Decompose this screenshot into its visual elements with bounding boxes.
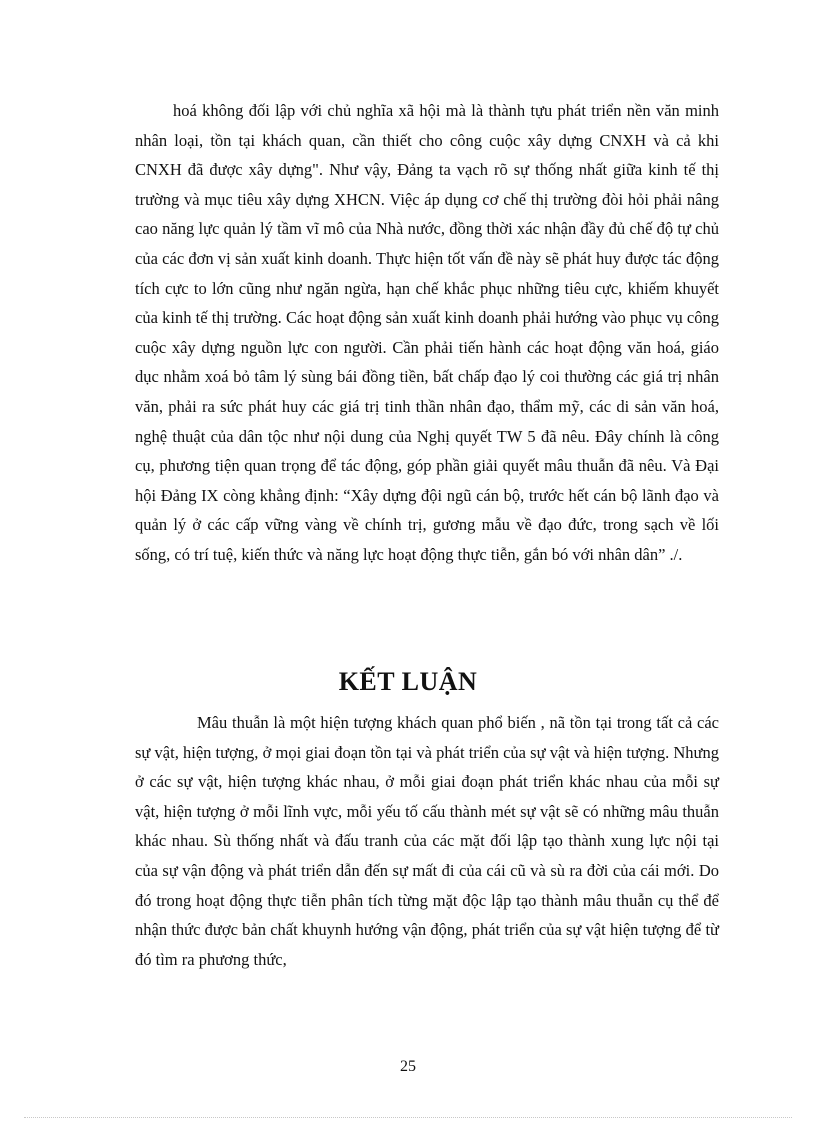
conclusion-paragraph bbox=[135, 708, 719, 974]
body-paragraph bbox=[135, 96, 719, 570]
paragraph-text: hoá không đối lập với chủ nghĩa xã hội mà là thành tựu phát triển nền văn minh nhân loại, tồn tại khách quan, cần thiết cho công cuộc xây dựng CNXH và cả khi CNXH đã được xây dựng". Như vậy, Đảng ta vạch rõ sự thống nhất giữa kinh tế thị trường và mục tiêu xây dựng XHCN. Việc áp dụng cơ chế thị trường đòi hỏi phải nâng cao năng lực quản lý tầm vĩ mô của Nhà nước, đồng thời xác nhận đầy đủ chế độ tự chủ của các đơn vị sản xuất kinh doanh. Thực hiện tốt vấn đề này sẽ phát huy được tác động tích cực to lớn cũng như ngăn ngừa, hạn chế khắc phục những tiêu cực, khiếm khuyết của kinh tế thị trường. Các hoạt động sản xuất kinh doanh phải hướng vào phục vụ công cuộc xây dựng nguồn lực con người. Cần phải tiến hành các hoạt động văn hoá, giáo dục nhằm xoá bỏ tâm lý sùng bái đồng tiền, bất chấp đạo lý coi thường các giá trị nhân văn, phải ra sức phát huy các giá trị tinh thần nhân đạo, thẩm mỹ, các di sản văn hoá, nghệ thuật của dân tộc như nội dung của Nghị quyết TW 5 đã nêu. Đây chính là công cụ, phương tiện quan trọng để tác động, góp phần giải quyết mâu thuẫn đã nêu. Và Đại hội Đảng IX còng khẳng định: “Xây dựng đội ngũ cán bộ, trước hết cán bộ lãnh đạo và quản lý ở các cấp vững vàng về chính trị, gương mẫu về đạo đức, trong sạch về lối sống, có trí tuệ, kiến thức và năng lực hoạt động thực tiễn, gắn bó với nhân dân” ./. bbox=[135, 101, 719, 564]
page-number: 25 bbox=[400, 1058, 416, 1075]
section-heading: KẾT LUẬN bbox=[338, 667, 478, 696]
page-bottom-divider bbox=[24, 1117, 792, 1118]
paragraph-text: Mâu thuẫn là một hiện tượng khách quan phổ biến , nã tồn tại trong tất cả các sự vật, hiện tượng, ở mọi giai đoạn tồn tại và phát triển của sự vật và hiện tượng. Nhưng ở các sự vật, hiện tượng khác nhau, ở mỗi giai đoạn phát triển khác nhau của mỗi sự vật, hiện tượng ở mỗi lĩnh vực, mỗi yếu tố cấu thành mét sự vật sẽ có những mâu thuẫn khác nhau. Sù thống nhất và đấu tranh của các mặt đối lập tạo thành xung lực nội tại của sự vận động và phát triển dẫn đến sự mất đi của cái cũ và sù ra đời của cái mới. Do đó trong hoạt động thực tiễn phân tích từng mặt độc lập tạo thành mâu thuẫn cụ thể để nhận thức được bản chất khuynh hướng vận động, phát triển của sự vật hiện tượng để từ đó tìm ra phương thức, bbox=[135, 713, 719, 969]
